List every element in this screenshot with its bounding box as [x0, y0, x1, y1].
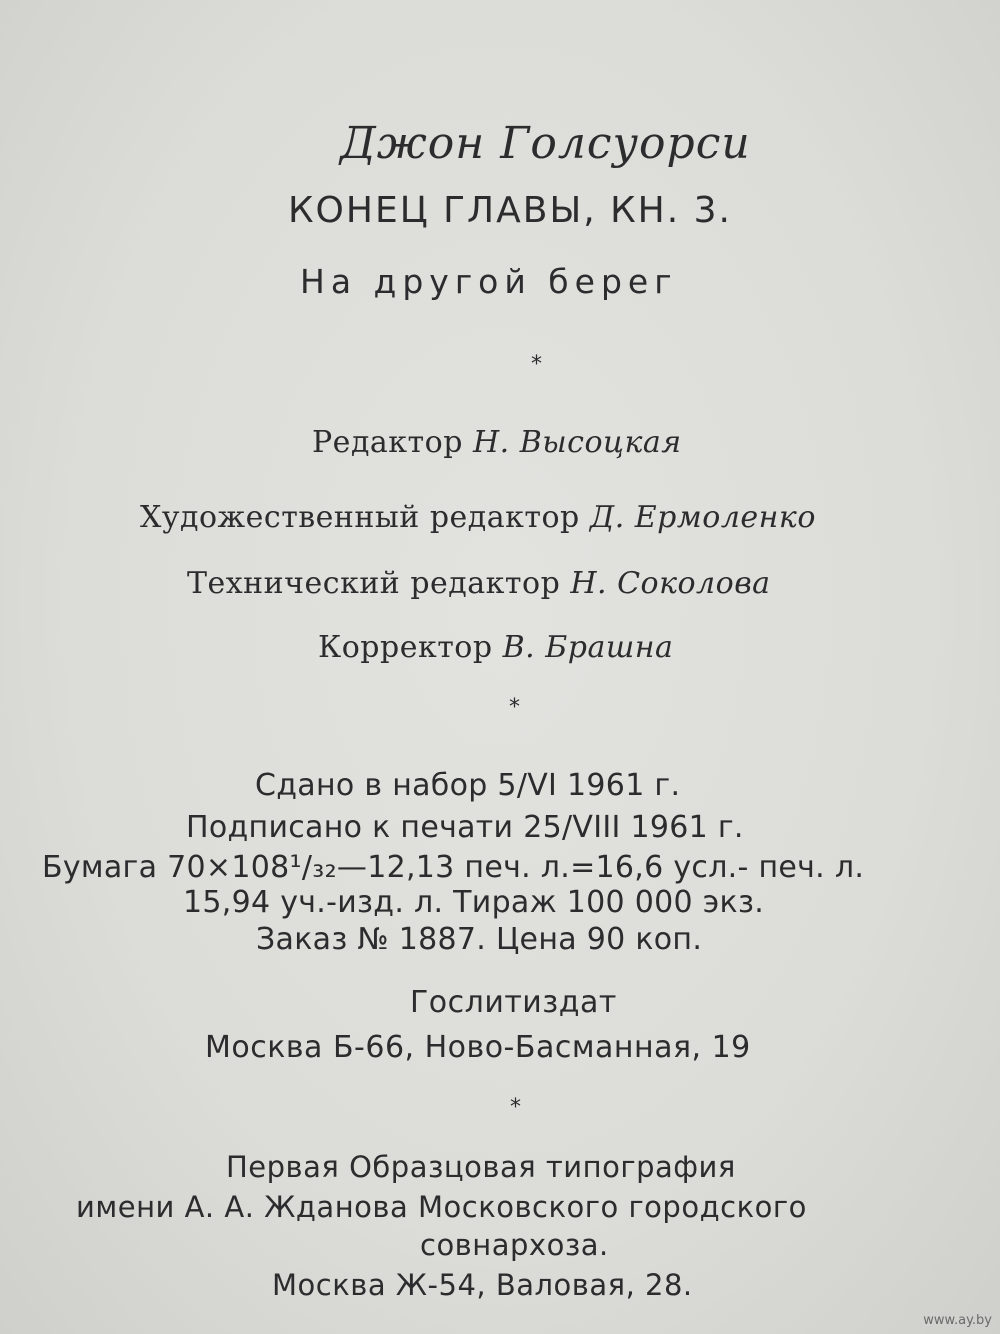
- separator-asterisk: *: [531, 352, 543, 377]
- author-name: Джон Голсуорси: [340, 118, 751, 169]
- credit-role: Редактор: [312, 425, 463, 460]
- book-subtitle: На другой берег: [300, 262, 678, 301]
- credit-role: Художественный редактор: [140, 500, 580, 535]
- order-and-price: Заказ № 1887. Цена 90 коп.: [256, 922, 703, 957]
- credit-editor: [312, 425, 682, 460]
- publisher-address: Москва Б-66, Ново-Басманная, 19: [205, 1030, 751, 1065]
- credit-person: В. Брашна: [502, 630, 674, 665]
- paper-format: Бумага 70×108¹/₃₂—12,13 печ. л.=16,6 усл.- печ. л.: [42, 850, 865, 885]
- book-title: КОНЕЦ ГЛАВЫ, КН. 3.: [288, 190, 732, 231]
- credit-person: Н. Соколова: [570, 566, 771, 601]
- credit-person: Н. Высоцкая: [472, 425, 682, 460]
- printer-line: Первая Образцовая типография: [226, 1150, 736, 1184]
- credit-role: Корректор: [318, 630, 493, 665]
- separator-asterisk: *: [509, 695, 521, 720]
- printer-line: совнархоза.: [420, 1228, 609, 1262]
- printer-address: Москва Ж-54, Валовая, 28.: [272, 1268, 693, 1302]
- printer-line: имени А. А. Жданова Московского городского: [76, 1190, 807, 1224]
- typesetting-date: Сдано в набор 5/VI 1961 г.: [255, 768, 681, 803]
- print-run: 15,94 уч.-изд. л. Тираж 100 000 экз.: [183, 885, 765, 920]
- credit-proofreader: [318, 630, 673, 665]
- separator-asterisk: *: [510, 1095, 522, 1120]
- credit-art-editor: [140, 500, 816, 535]
- credit-technical-editor: [187, 566, 771, 601]
- credit-person: Д. Ермоленко: [589, 500, 816, 535]
- site-watermark: www.ay.by: [923, 1313, 992, 1328]
- signed-for-print-date: Подписано к печати 25/VIII 1961 г.: [186, 810, 744, 845]
- credit-role: Технический редактор: [187, 566, 561, 601]
- publisher-name: Гослитиздат: [410, 985, 617, 1020]
